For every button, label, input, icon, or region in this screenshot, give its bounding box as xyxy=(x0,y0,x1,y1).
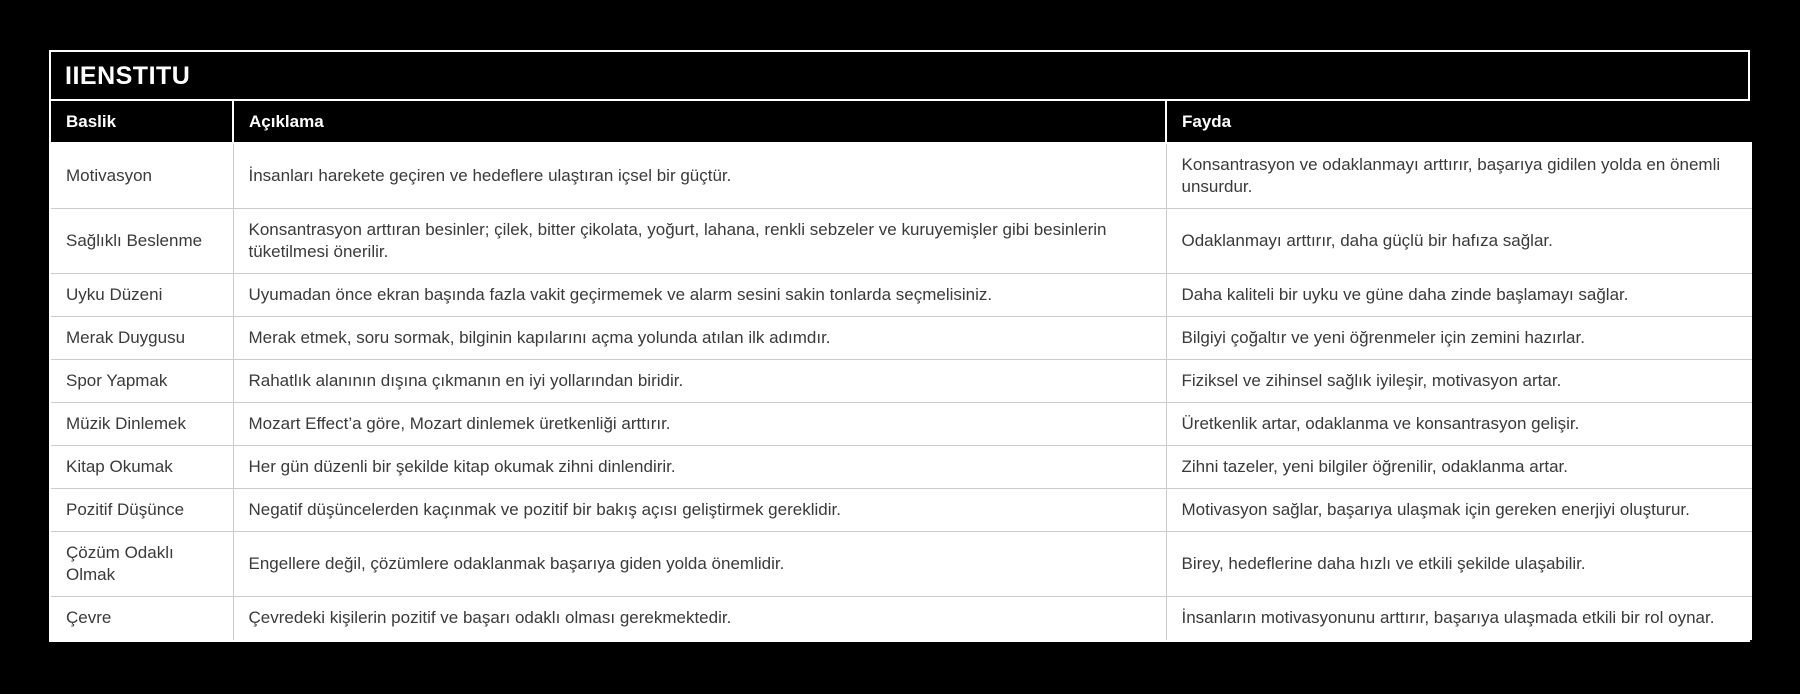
column-header-aciklama: Açıklama xyxy=(233,101,1166,143)
content-table-card xyxy=(49,50,1750,642)
aciklama-cell: Konsantrasyon arttıran besinler; çilek, bitter çikolata, yoğurt, lahana, renkli sebzeler ve kuruyemişler gibi besinlerin tüketilmesi önerilir. xyxy=(233,209,1166,274)
data-table xyxy=(51,101,1752,640)
aciklama-cell: Rahatlık alanının dışına çıkmanın en iyi yollarından biridir. xyxy=(233,360,1166,403)
table-row xyxy=(51,532,1752,597)
fayda-cell: Birey, hedeflerine daha hızlı ve etkili şekilde ulaşabilir. xyxy=(1166,532,1752,597)
table-title: IIENSTITU xyxy=(51,52,1748,101)
fayda-cell: Odaklanmayı arttırır, daha güçlü bir hafıza sağlar. xyxy=(1166,209,1752,274)
table-row xyxy=(51,274,1752,317)
baslik-cell: Sağlıklı Beslenme xyxy=(51,209,233,274)
table-row xyxy=(51,597,1752,640)
table-body xyxy=(51,143,1752,640)
table-header-row xyxy=(51,101,1752,143)
aciklama-cell: Negatif düşüncelerden kaçınmak ve pozitif bir bakış açısı geliştirmek gereklidir. xyxy=(233,489,1166,532)
table-row xyxy=(51,360,1752,403)
table-row xyxy=(51,489,1752,532)
aciklama-cell: Her gün düzenli bir şekilde kitap okumak zihni dinlendirir. xyxy=(233,446,1166,489)
table-row xyxy=(51,403,1752,446)
baslik-cell: Motivasyon xyxy=(51,143,233,209)
aciklama-cell: Mozart Effect’a göre, Mozart dinlemek üretkenliği arttırır. xyxy=(233,403,1166,446)
baslik-cell: Merak Duygusu xyxy=(51,317,233,360)
aciklama-cell: Uyumadan önce ekran başında fazla vakit geçirmemek ve alarm sesini sakin tonlarda seçmelisiniz. xyxy=(233,274,1166,317)
fayda-cell: İnsanların motivasyonunu arttırır, başarıya ulaşmada etkili bir rol oynar. xyxy=(1166,597,1752,640)
aciklama-cell: Çevredeki kişilerin pozitif ve başarı odaklı olması gerekmektedir. xyxy=(233,597,1166,640)
fayda-cell: Zihni tazeler, yeni bilgiler öğrenilir, odaklanma artar. xyxy=(1166,446,1752,489)
aciklama-cell: Merak etmek, soru sormak, bilginin kapılarını açma yolunda atılan ilk adımdır. xyxy=(233,317,1166,360)
aciklama-cell: Engellere değil, çözümlere odaklanmak başarıya giden yolda önemlidir. xyxy=(233,532,1166,597)
fayda-cell: Konsantrasyon ve odaklanmayı arttırır, başarıya gidilen yolda en önemli unsurdur. xyxy=(1166,143,1752,209)
baslik-cell: Müzik Dinlemek xyxy=(51,403,233,446)
baslik-cell: Spor Yapmak xyxy=(51,360,233,403)
fayda-cell: Bilgiyi çoğaltır ve yeni öğrenmeler için zemini hazırlar. xyxy=(1166,317,1752,360)
aciklama-cell: İnsanları harekete geçiren ve hedeflere ulaştıran içsel bir güçtür. xyxy=(233,143,1166,209)
column-header-baslik: Baslik xyxy=(51,101,233,143)
table-row xyxy=(51,446,1752,489)
baslik-cell: Kitap Okumak xyxy=(51,446,233,489)
fayda-cell: Daha kaliteli bir uyku ve güne daha zinde başlamayı sağlar. xyxy=(1166,274,1752,317)
fayda-cell: Üretkenlik artar, odaklanma ve konsantrasyon gelişir. xyxy=(1166,403,1752,446)
table-row xyxy=(51,209,1752,274)
baslik-cell: Çevre xyxy=(51,597,233,640)
column-header-fayda: Fayda xyxy=(1166,101,1752,143)
fayda-cell: Motivasyon sağlar, başarıya ulaşmak için gereken enerjiyi oluşturur. xyxy=(1166,489,1752,532)
baslik-cell: Pozitif Düşünce xyxy=(51,489,233,532)
table-header xyxy=(51,101,1752,143)
table-row xyxy=(51,143,1752,209)
baslik-cell: Çözüm Odaklı Olmak xyxy=(51,532,233,597)
fayda-cell: Fiziksel ve zihinsel sağlık iyileşir, motivasyon artar. xyxy=(1166,360,1752,403)
table-row xyxy=(51,317,1752,360)
baslik-cell: Uyku Düzeni xyxy=(51,274,233,317)
